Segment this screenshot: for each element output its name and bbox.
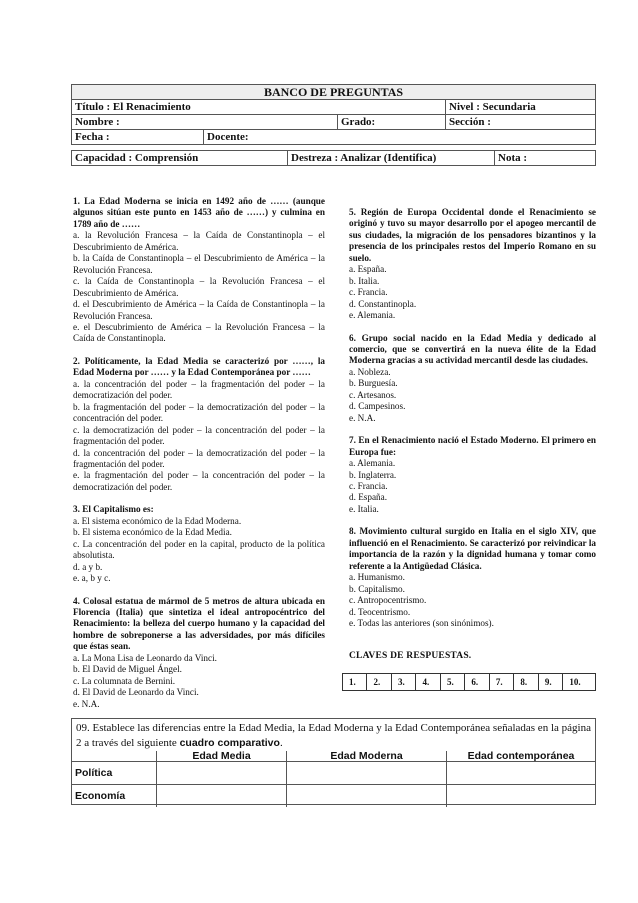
ctab-header-media: Edad Media [157,751,287,762]
seccion-field[interactable]: Sección : [446,115,596,130]
option[interactable]: b. Capitalismo. [349,583,405,594]
question-5 [349,207,596,322]
question-text: 3. El Capitalismo es: [73,504,154,515]
option[interactable]: d. a y b. [73,561,103,572]
ctab-cell[interactable] [287,762,447,785]
option[interactable]: b. Burguesía. [349,378,398,389]
question-7 [349,435,596,515]
option[interactable]: e. Italia. [349,503,379,514]
option[interactable]: d. España. [349,492,388,503]
ctab-cell[interactable] [157,785,287,808]
claves-cell[interactable]: 7. [489,674,513,691]
ctab-row-label: Política [72,762,157,785]
option[interactable]: a. la concentración del poder – la fragmentación del poder – la democratización del poder. [73,378,325,401]
question-9-bold: cuadro comparativo [179,737,280,749]
question-8 [349,526,596,629]
question-text: 7. En el Renacimiento nació el Estado Moderno. El primero en Europa fue: [349,435,596,457]
option[interactable]: d. la concentración del poder – la democratización del poder – la fragmentación del poder. [73,447,325,469]
grado-field[interactable]: Grado: [338,115,446,130]
option[interactable]: d. El David de Leonardo da Vinci. [73,687,199,698]
claves-cell[interactable]: 5. [440,674,464,691]
question-text: 1. La Edad Moderna se inicia en 1492 año de …… (aunque algunos sitúan este punto en 1453 año de ……) y culmina en 1789 año de …… [73,196,325,229]
option[interactable]: c. La concentración del poder en la capital, producto de la política absolutista. [73,538,325,561]
claves-cell[interactable]: 4. [416,674,440,691]
claves-cell[interactable]: 10. [563,674,596,691]
question-4 [73,596,325,711]
fecha-field[interactable]: Fecha : [72,130,204,145]
claves-cell[interactable]: 8. [514,674,538,691]
nivel-field: Nivel : Secundaria [446,100,596,115]
ctab-cell[interactable] [157,762,287,785]
option[interactable]: a. Humanismo. [349,572,405,583]
question-text: 8. Movimiento cultural surgido en Italia en el siglo XIV, que influenció en el Renacimiento. Se caracterizó por reivindicar la importancia de la razón y la dignidad humana y tomar como referente a la Antigüedad Clásica. [349,526,596,571]
option[interactable]: b. El sistema económico de la Edad Media. [73,527,232,538]
option[interactable]: c. La columnata de Bernini. [73,675,176,686]
option[interactable]: e. Alemania. [349,310,396,321]
ctab-cell[interactable] [287,785,447,808]
claves-table [342,673,596,691]
ctab-header-contemporanea: Edad contemporánea [447,751,596,762]
ctab-cell[interactable] [447,785,596,808]
option[interactable]: e. N.A. [349,412,376,423]
question-1 [73,196,325,345]
option[interactable]: a. La Mona Lisa de Leonardo da Vinci. [73,652,217,663]
option[interactable]: c. Antropocentrismo. [349,595,427,606]
comparative-table [72,751,595,807]
option[interactable]: c. la democratización del poder – la concentración del poder – la fragmentación del poder. [73,424,325,447]
claves-cell[interactable]: 6. [465,674,489,691]
option[interactable]: b. Inglaterra. [349,469,397,480]
question-9-text-end: . [279,737,283,749]
option[interactable]: c. Francia. [349,287,388,298]
question-text: 6. Grupo social nacido en la Edad Media y dedicado al comercio, que se convertirá en la nueva élite de la Edad Moderna gracias a su actividad mercantil desde las ciudades. [349,332,596,366]
option[interactable]: a. Nobleza. [349,366,391,377]
question-text: 2. Políticamente, la Edad Media se caracterizó por ……, la Edad Moderna por …… y la Edad Contemporánea por …… [73,355,325,378]
option[interactable]: e. Todas las anteriores (son sinónimos). [349,617,494,628]
option[interactable]: d. Campesinos. [349,401,406,412]
titulo-field: Título : El Renacimiento [72,100,446,115]
option[interactable]: a. España. [349,264,387,275]
option[interactable]: d. el Descubrimiento de América – la Caída de Constantinopla – la Revolución Francesa. [73,299,325,321]
option[interactable]: a. El sistema económico de la Edad Moderna. [73,515,242,526]
ctab-cell[interactable] [447,762,596,785]
docente-field[interactable]: Docente: [204,130,596,145]
question-3 [73,504,325,584]
option[interactable]: b. Italia. [349,275,380,286]
option[interactable]: b. la Caída de Constantinopla – el Descubrimiento de América – la Revolución Francesa. [73,253,325,275]
ctab-row-label: Economía [72,785,157,808]
header-table [71,84,596,145]
question-9-text [72,719,595,751]
option[interactable]: e. el Descubrimiento de América – la Revolución Francesa – la Caída de Constantinopla. [73,321,325,344]
ctab-header-moderna: Edad Moderna [287,751,447,762]
questions-left-column [73,196,325,721]
questions-right-column [349,207,596,640]
question-6 [349,333,596,425]
claves-cell[interactable]: 9. [538,674,562,691]
destreza-field: Destreza : Analizar (Identifica) [288,151,495,166]
question-text: 4. Colosal estatua de mármol de 5 metros de altura ubicada en Florencia (Italia) que sintetiza el ideal antropocéntrico del Renacimiento: la belleza del cuerpo humano y la capacidad del hombre de sobreponerse a las adversidades, por más difíciles que éstas sean. [73,595,325,652]
claves-cell[interactable]: 3. [391,674,415,691]
option[interactable]: b. la fragmentación del poder – la democratización del poder – la concentración del poder. [73,401,325,424]
option[interactable]: d. Constantinopla. [349,298,417,309]
comparative-box [71,718,596,805]
option[interactable]: e. a, b y c. [73,573,111,584]
nota-field[interactable]: Nota : [495,151,596,166]
page-title: BANCO DE PREGUNTAS [72,85,596,100]
question-text: 5. Región de Europa Occidental donde el Renacimiento se originó y tuvo su mayor desarrollo por el apogeo mercantil de sus ciudades, la migración de los pensadores bizantinos y la presencia de los principales restos del Imperio Romano en su suelo. [349,207,596,263]
ctab-header-blank [72,751,157,762]
claves-title: CLAVES DE RESPUESTAS. [349,651,472,661]
option[interactable]: a. la Revolución Francesa – la Caída de Constantinopla – el Descubrimiento de América. [73,230,325,252]
option[interactable]: d. Teocentrismo. [349,606,411,617]
option[interactable]: c. Artesanos. [349,389,397,400]
option[interactable]: c. Francia. [349,480,388,491]
capacidad-field: Capacidad : Comprensión [72,151,288,166]
nombre-field[interactable]: Nombre : [72,115,338,130]
option[interactable]: a. Alemania. [349,458,396,469]
claves-cell[interactable]: 2. [367,674,391,691]
option[interactable]: b. El David de Miguel Ángel. [73,664,182,675]
option[interactable]: e. la fragmentación del poder – la concentración del poder – la democratización del poder. [73,470,325,492]
question-2 [73,356,325,493]
option[interactable]: c. la Caída de Constantinopla – la Revolución Francesa – el Descubrimiento de América. [73,276,325,298]
option[interactable]: e. N.A. [73,698,100,709]
question-9-text-part: 09. Establece las diferencias entre la Edad Media, la Edad Moderna y la Edad Contemporánea señaladas en la página 2 a través del siguiente [76,722,591,749]
capacidad-table [71,150,596,166]
claves-cell[interactable]: 1. [343,674,367,691]
